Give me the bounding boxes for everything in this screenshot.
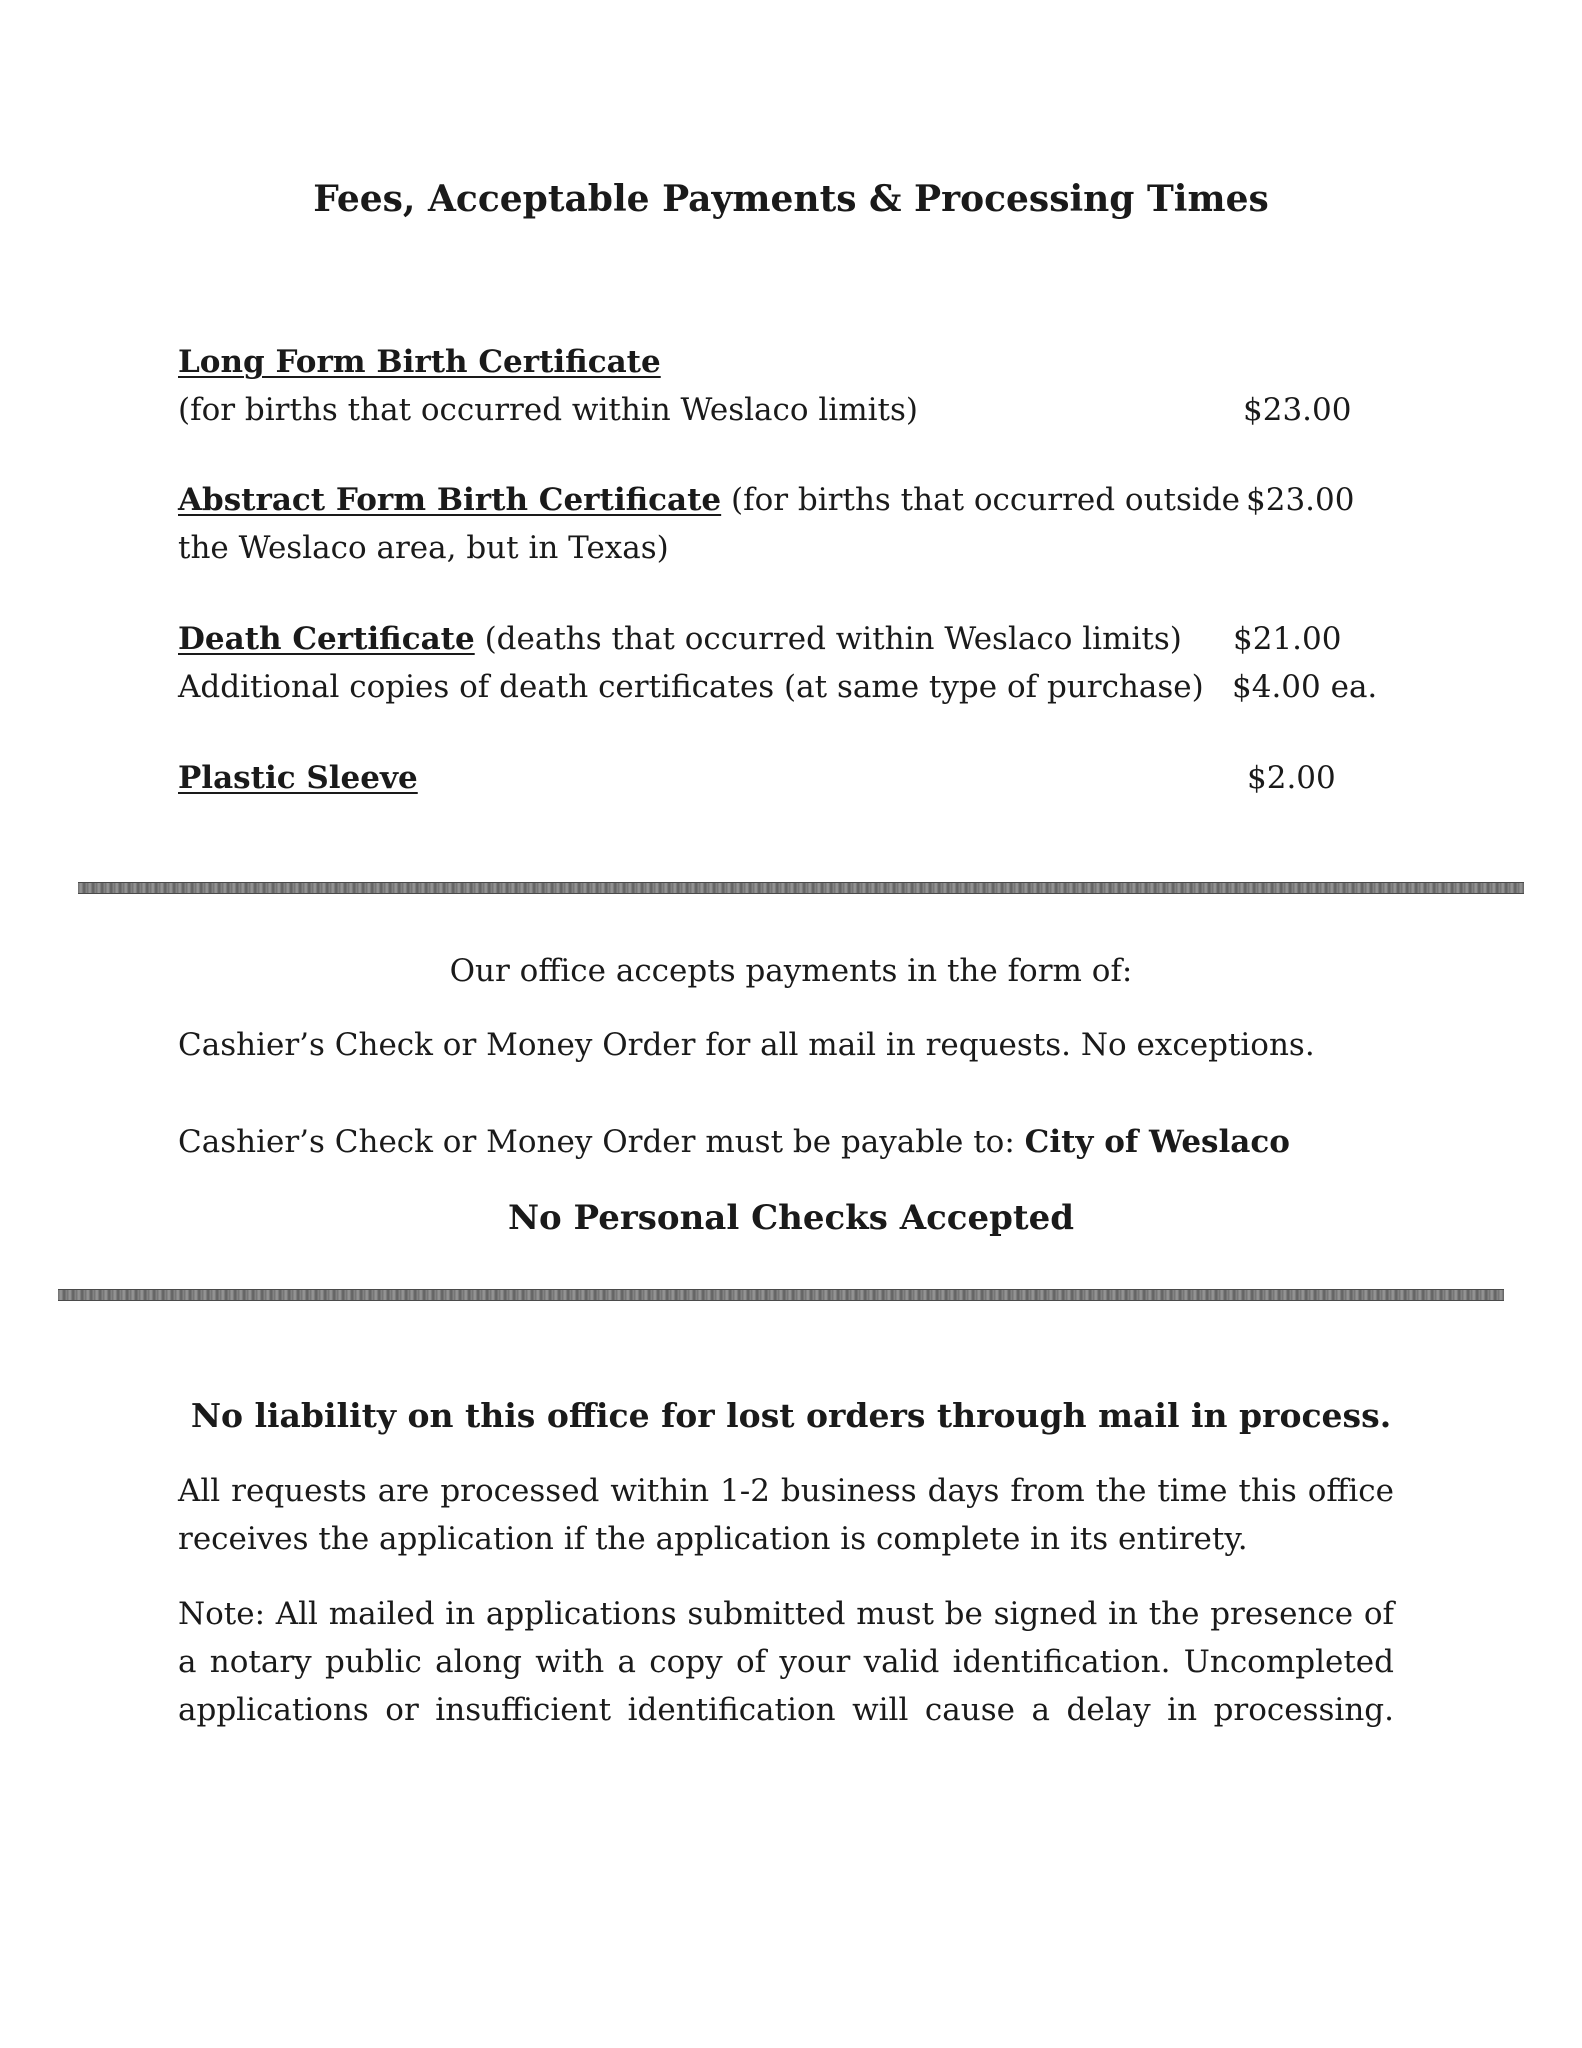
fee-abstract-form-label: Abstract Form Birth Certificate — [178, 482, 722, 518]
fee-abstract-form-price: $23.00 — [1246, 482, 1355, 518]
fee-abstract-form-label-row — [178, 482, 1240, 518]
fee-death-additional-price: $4.00 ea. — [1232, 669, 1378, 705]
fee-death-label: Death Certificate — [178, 621, 475, 657]
fee-sleeve-label-row — [178, 760, 418, 796]
no-personal-checks: No Personal Checks Accepted — [507, 1198, 1075, 1238]
fee-long-form-label: Long Form Birth Certificate — [178, 344, 661, 380]
fee-sleeve-price: $2.00 — [1247, 760, 1336, 796]
fee-abstract-form-note-line2: the Weslaco area, but in Texas) — [178, 530, 669, 566]
fee-abstract-form-note-line1: (for births that occurred outside — [721, 482, 1241, 518]
payments-payable-prefix: Cashier’s Check or Money Order must be payable to: — [178, 1124, 1025, 1160]
fee-death-note: (deaths that occurred within Weslaco limits) — [474, 621, 1182, 657]
processing-timing: All requests are processed within 1-2 business days from the time this office receives the application if the application is complete in its entirety. — [178, 1473, 1394, 1557]
payments-payable-to: City of Weslaco — [1024, 1124, 1290, 1160]
payments-payable-row — [178, 1124, 1290, 1160]
processing-note: Note: All mailed in applications submitted must be signed in the presence of a notary public along with a copy of your valid identification. Uncompleted applications or insufficient identification will cause a delay in processing. — [178, 1596, 1394, 1728]
fee-death-label-row — [178, 621, 1182, 657]
fee-sleeve-label: Plastic Sleeve — [178, 760, 418, 796]
fee-death-price: $21.00 — [1233, 621, 1342, 657]
fee-death-additional-label: Additional copies of death certificates (at same type of purchase) — [178, 669, 1204, 705]
payments-mail-requests: Cashier’s Check or Money Order for all mail in requests. No exceptions. — [178, 1027, 1315, 1063]
fee-long-form-note: (for births that occurred within Weslaco limits) — [178, 392, 918, 428]
section-divider-bottom — [58, 1289, 1504, 1301]
page-title: Fees, Acceptable Payments & Processing Times — [313, 178, 1269, 220]
fee-long-form-label-row — [178, 344, 661, 380]
fee-long-form-price: $23.00 — [1243, 392, 1352, 428]
payments-intro: Our office accepts payments in the form of: — [449, 953, 1133, 989]
section-divider-top — [78, 882, 1524, 894]
liability-notice: No liability on this office for lost orders through mail in process. — [190, 1396, 1392, 1435]
